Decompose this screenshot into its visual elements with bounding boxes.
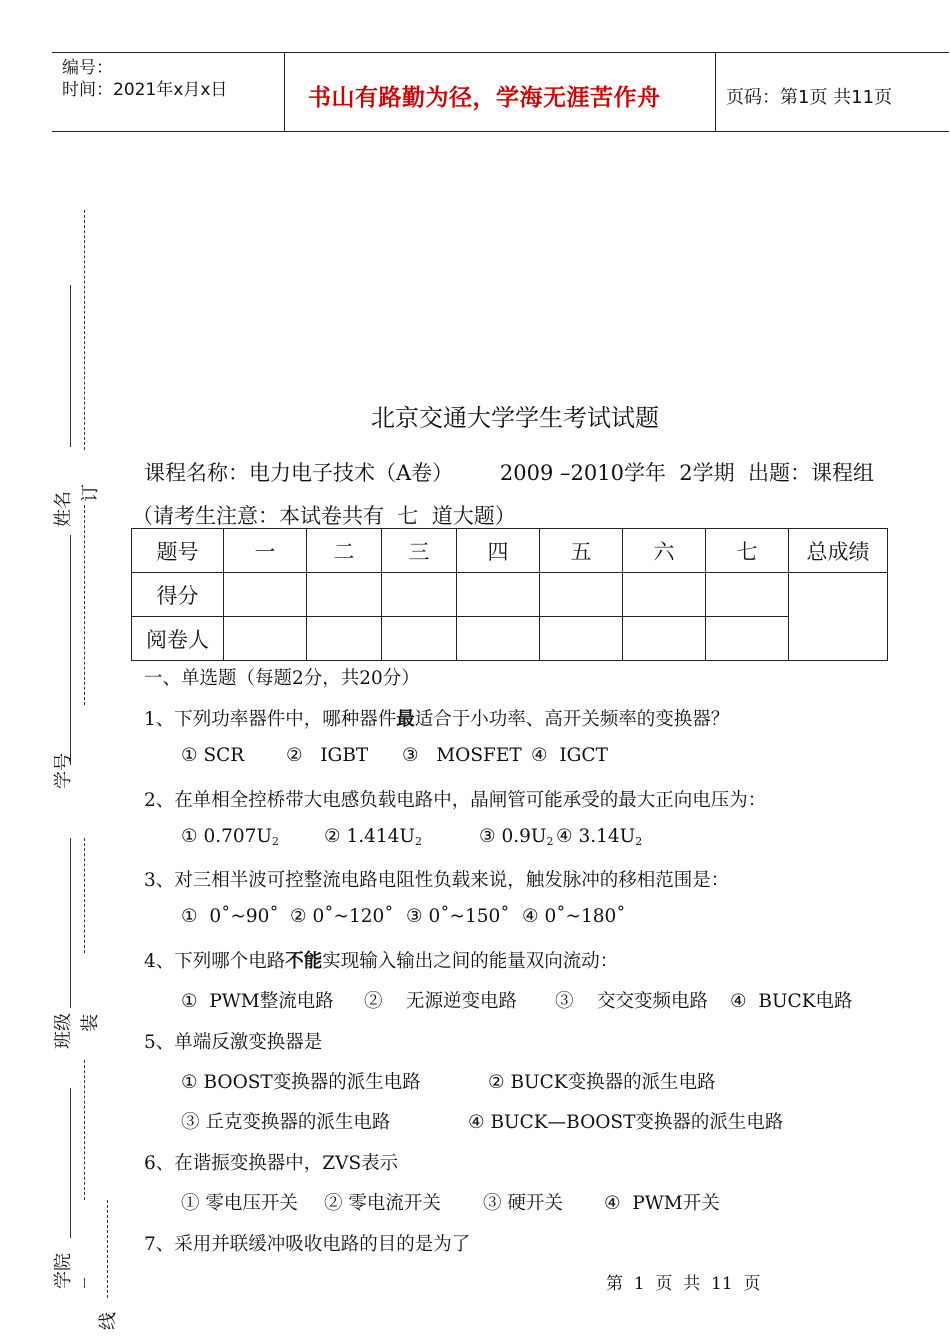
table-row: [132, 529, 888, 573]
table-header-cell: 七: [706, 529, 789, 573]
score-cell[interactable]: [457, 573, 540, 617]
name-underline: [70, 535, 71, 705]
binding-dashed-line: [107, 1200, 108, 1298]
score-cell[interactable]: [706, 573, 789, 617]
subscript: 2: [635, 835, 643, 848]
table-header-cell: 三: [382, 529, 457, 573]
question-text: 4、下列哪个电路: [144, 951, 286, 972]
header-divider: [715, 53, 716, 131]
option: ① 0˚~90˚: [181, 906, 279, 927]
option: ④ 0˚~180˚: [522, 906, 626, 927]
option: ② 0˚~120˚: [290, 906, 394, 927]
row-label: 得分: [132, 573, 224, 617]
header-page-info: 页码：第1页 共11页: [726, 87, 893, 108]
option: ④ IGCT: [531, 745, 608, 766]
row-label: 阅卷人: [132, 617, 224, 661]
option: ③ 0˚~150˚: [406, 906, 510, 927]
table-header-cell: 题号: [132, 529, 224, 573]
table-header-cell: 四: [457, 529, 540, 573]
score-cell[interactable]: [623, 573, 706, 617]
option: ④ BUCK—BOOST变换器的派生电路: [468, 1112, 784, 1133]
table-header-cell: 一: [224, 529, 307, 573]
college-underline: [70, 1088, 71, 1238]
score-cell[interactable]: [224, 573, 307, 617]
binding-dashed-line: [84, 1278, 85, 1288]
grader-cell[interactable]: [623, 617, 706, 661]
option-text: ② 1.414U: [324, 826, 416, 847]
college-label: 学院: [53, 1253, 74, 1289]
score-cell[interactable]: [540, 573, 623, 617]
zhuang-label: 装: [80, 1014, 101, 1032]
question-2: 2、在单相全控桥带大电感负载电路中，晶闸管可能承受的最大正向电压为：: [144, 790, 767, 811]
option-text: ① 0.707U: [181, 826, 273, 847]
emphasis-text: 最: [396, 709, 415, 730]
student-id-label: 学号: [53, 753, 74, 789]
option: ③ MOSFET: [402, 745, 522, 766]
question-5: 5、单端反激变换器是: [144, 1032, 323, 1053]
document-header: [52, 52, 949, 132]
option-text: ④ 3.14U: [556, 826, 636, 847]
table-header-cell: 总成绩: [789, 529, 888, 573]
question-4: [144, 947, 618, 973]
header-motto: 书山有路勤为径，学海无涯苦作舟: [308, 85, 661, 111]
binding-dashed-line: [84, 838, 85, 953]
option: ① PWM整流电路: [181, 991, 334, 1012]
option: ③ 硬开关: [483, 1193, 563, 1214]
grader-cell[interactable]: [706, 617, 789, 661]
table-header-cell: 六: [623, 529, 706, 573]
binding-dashed-line: [84, 505, 85, 705]
score-cell[interactable]: [382, 573, 457, 617]
total-score-cell[interactable]: [789, 573, 888, 661]
table-row: [132, 573, 888, 617]
class-underline: [70, 838, 71, 1008]
option: ① SCR: [181, 745, 245, 766]
question-text: 实现输入输出之间的能量双向流动：: [322, 951, 619, 972]
option: ③ 丘克变换器的派生电路: [181, 1112, 391, 1133]
section-title: 一、单选题（每题2分，共20分）: [144, 668, 420, 689]
option: ④ BUCK电路: [730, 991, 853, 1012]
option: [479, 826, 553, 848]
option: ③ 交交变频电路: [555, 991, 709, 1012]
option-text: ③ 0.9U: [479, 826, 547, 847]
question-7: 7、采用并联缓冲吸收电路的目的是为了: [144, 1234, 471, 1255]
ding-label: 订: [80, 484, 101, 502]
name-label: 姓名: [53, 491, 74, 527]
option: [181, 826, 279, 848]
table-row: [132, 617, 888, 661]
question-text: 适合于小功率、高开关频率的变换器？: [414, 709, 730, 730]
class-label: 班级: [53, 1013, 74, 1049]
grader-cell[interactable]: [540, 617, 623, 661]
binding-dashed-line: [84, 1060, 85, 1200]
option: ① 零电压开关: [181, 1193, 298, 1214]
grader-cell[interactable]: [224, 617, 307, 661]
number-label: 编号：: [62, 58, 113, 78]
exam-note: （请考生注意：本试卷共有 七 道大题）: [132, 504, 516, 528]
time-label: 时间：2021年x月x日: [62, 80, 228, 100]
table-header-cell: 五: [540, 529, 623, 573]
option: ② IGBT: [286, 745, 369, 766]
page-footer: 第 1 页 共 11 页: [606, 1274, 761, 1294]
question-text: 1、下列功率器件中，哪种器件: [144, 709, 397, 730]
subscript: 2: [272, 835, 280, 848]
grader-cell[interactable]: [307, 617, 382, 661]
option: ④ PWM开关: [604, 1193, 720, 1214]
option: ① BOOST变换器的派生电路: [181, 1072, 421, 1093]
score-cell[interactable]: [307, 573, 382, 617]
grader-cell[interactable]: [382, 617, 457, 661]
option: ② 无源逆变电路: [364, 991, 518, 1012]
table-header-cell: 二: [307, 529, 382, 573]
option: [556, 826, 642, 848]
score-table: [131, 528, 888, 661]
subscript: 2: [415, 835, 423, 848]
question-3: 3、对三相半波可控整流电路电阻性负载来说，触发脉冲的移相范围是：: [144, 870, 730, 891]
exam-title: 北京交通大学学生考试试题: [371, 404, 659, 432]
question-6: 6、在谐振变换器中，ZVS表示: [144, 1153, 399, 1174]
subscript: 2: [546, 835, 554, 848]
emphasis-text: 不能: [285, 951, 323, 972]
question-1: [144, 705, 729, 731]
grader-cell[interactable]: [457, 617, 540, 661]
header-divider: [284, 53, 285, 131]
header-meta: [62, 57, 227, 101]
option: [324, 826, 422, 848]
xian-label: 线: [98, 1312, 119, 1330]
course-info: 课程名称：电力电子技术（A卷） 2009 –2010学年 2学期 出题：课程组: [144, 461, 875, 485]
option: ② 零电流开关: [324, 1193, 441, 1214]
option: ② BUCK变换器的派生电路: [488, 1072, 716, 1093]
